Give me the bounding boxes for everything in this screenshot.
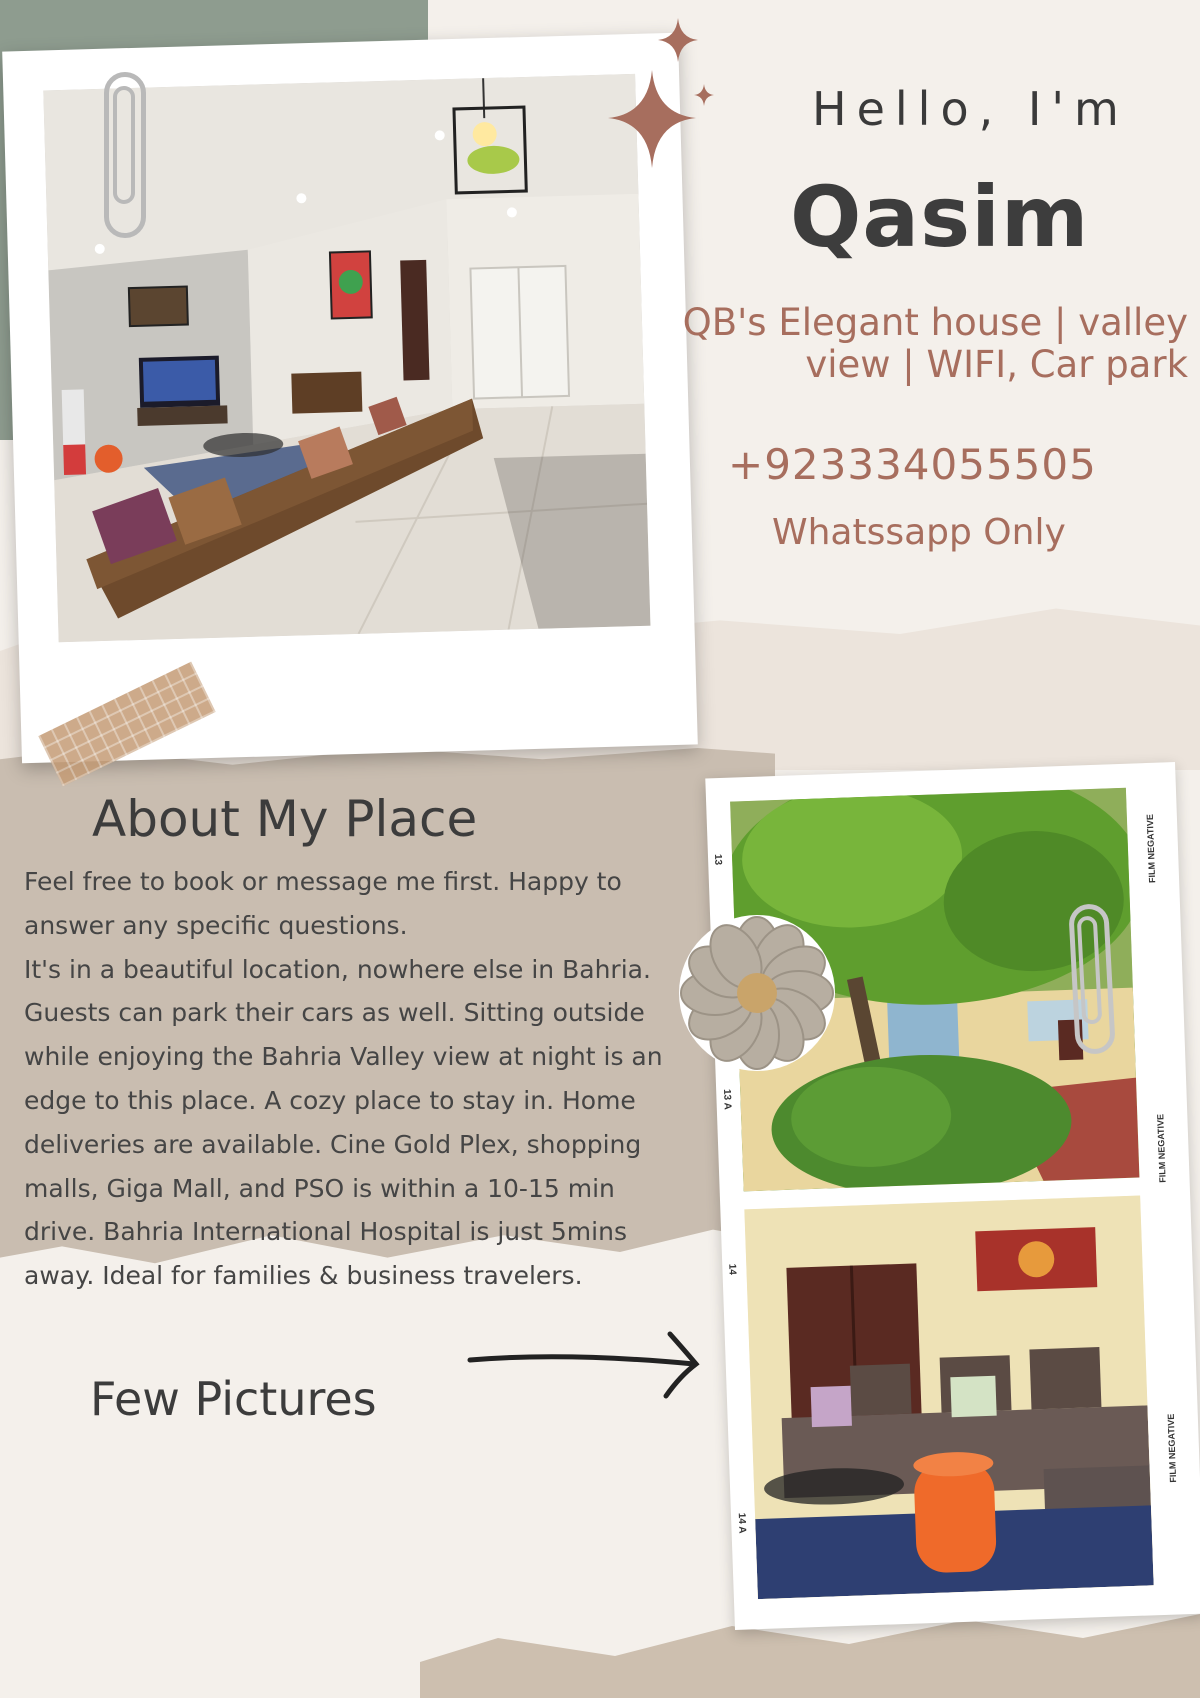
frame-number-13a: 13 A (721, 1088, 733, 1110)
film-label-bottom: FILM NEGATIVE (1165, 1413, 1179, 1483)
frame-number-13: 13 (711, 853, 724, 866)
sparkle-icon (608, 18, 718, 178)
phone-note: Whatssapp Only (772, 512, 1066, 553)
listing-title-line1: QB's Elegant house | valley (682, 301, 1188, 344)
arrow-right-icon (466, 1330, 706, 1400)
listing-title-line2: view | WIFI, Car park (805, 343, 1188, 386)
about-heading: About My Place (92, 790, 478, 848)
phone-number[interactable]: +923334055505 (728, 440, 1097, 489)
lounge-illustration (744, 1196, 1153, 1600)
about-paragraph-2: It's in a beautiful location, nowhere else in Bahria. Guests can park their cars as well. Sitting outside while enjoying the Bahria Valley view at night is an edge to this place. A cozy place to stay in. Home deliveries are available. Cine Gold Plex, shopping malls, Giga Mall, and PSO is within a 10-15 min drive. Bahria International Hospital is just 5mins away. Ideal for families & business travelers. (24, 954, 663, 1291)
film-label-middle: FILM NEGATIVE (1155, 1113, 1168, 1183)
host-name: Qasim (790, 168, 1090, 266)
paperclip-icon-film (1068, 903, 1116, 1055)
gallery-heading: Few Pictures (90, 1372, 377, 1426)
about-description (24, 860, 684, 1298)
frame-number-14a: 14 A (735, 1512, 748, 1534)
frame-number-14: 14 (726, 1263, 738, 1276)
paperclip-icon (104, 72, 146, 238)
about-paragraph-1: Feel free to book or message me first. Happy to answer any specific questions. (24, 867, 622, 940)
lounge-photo[interactable] (744, 1196, 1153, 1600)
flower-sticker-icon (676, 912, 838, 1074)
listing-title (648, 302, 1188, 386)
film-label-top: FILM NEGATIVE (1144, 813, 1158, 884)
film-strip (705, 762, 1200, 1630)
greeting-text: Hello, I'm (812, 82, 1129, 136)
